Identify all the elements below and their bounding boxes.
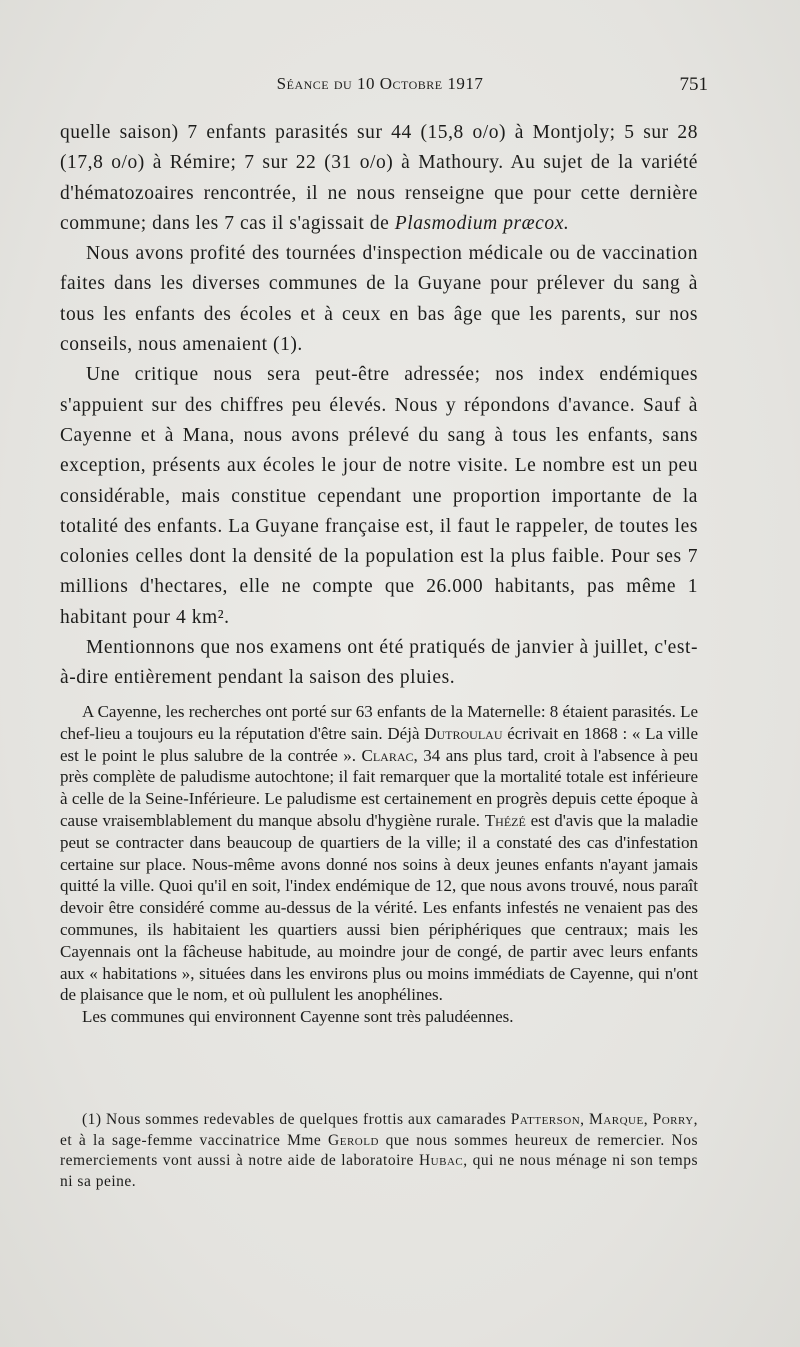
text-run: , qui ne nous ménage ni son temps ni sa peine. — [60, 1152, 698, 1190]
person-name: Porry — [652, 1111, 694, 1128]
paragraph-text: quelle saison) 7 enfants parasités sur 44 (15,8 o/o) à Montjoly; 5 sur 28 (17,8 o/o) à Rémire; 7 sur 22 (31 o/o) à Mathoury. Au sujet de la variété d'hématozoaires rencontrée, il ne nous renseigne que pour cette dernière commune; dans les 7 cas il s'agissait de — [60, 122, 698, 234]
paragraph: Mentionnons que nos examens ont été pratiqués de janvier à juillet, c'est-à-dire entièrement pendant la saison des pluies. — [60, 637, 698, 689]
footnote-text — [60, 1110, 698, 1192]
text-run: , 34 ans plus tard, croit à l'absence à peu près complète de paludisme autochtone; il fait remarquer que la mortalité totale est inférieure à celle de la Seine-Inférieure. Le paludisme est certainement en progrès depuis cette époque à cause vraisemblablement du manque absolu d'hygiène rurale. — [60, 745, 698, 830]
small-paragraph — [60, 701, 698, 1006]
running-head: Séance du 10 Octobre 1917 — [276, 74, 484, 93]
text-run: , — [580, 1111, 590, 1128]
paragraph: Nous avons profité des tournées d'inspection médicale ou de vaccination faites dans les diverses communes de la Guyane pour prélever du sang à tous les enfants des écoles et à ceux en bas âge que les parents, sur nos conseils, nous amenaient (1). — [60, 243, 698, 356]
text-run: A Cayenne, les recherches ont porté sur 63 enfants de la Maternelle: 8 étaient parasités. Le chef-lieu a toujours eu la réputation d'être sain. Déjà — [60, 702, 699, 743]
author-name: Clarac — [361, 745, 414, 765]
species-name: Plasmodium præcox. — [394, 212, 570, 234]
text-run: écrivait en 1868 : « La ville est le point le plus salubre de la contrée ». — [60, 723, 698, 765]
author-name: Thézé — [484, 810, 526, 830]
person-name: Patterson — [510, 1111, 581, 1128]
text-run: que nous sommes heureux de remercier. Nos remerciements vont aussi à notre aide de laboratoire — [60, 1131, 698, 1169]
person-name: Hubac — [418, 1152, 464, 1169]
small-print-section — [60, 701, 698, 1028]
text-run: est d'avis que la maladie peut se contracter dans beaucoup de quartiers de la ville; il a constaté des cas d'infestation certaine sur place. Nous-même avons donné nos soins à deux jeunes enfants n'ayant jamais quitté la ville. Quoi qu'il en soit, l'index endémique de 12, que nous avons trouvé, nous paraît devoir être considéré comme au-dessus de la vérité. Les enfants infestés ne venaient pas des communes, ils habitaient les quartiers aussi bien périphériques que centraux; mais les Cayennais ont la fâcheuse habitude, au moindre jour de congé, de partir avec leurs enfants aux « habitations », situées dans les environs plus ou moins immédiats de Cayenne, qui n'ont de plaisance que le nom, et où pullulent les anophélines. — [60, 810, 699, 1005]
person-name: Marque — [589, 1111, 644, 1128]
paragraph: Une critique nous sera peut-être adressée; nos index endémiques s'appuient sur des chiffres peu élevés. Nous y répondons d'avance. Sauf à Cayenne et à Mana, nous avons prélevé du sang à tous les enfants, sans exception, présents aux écoles le jour de notre visite. Le nombre est un peu considérable, mais constitue cependant une proportion importante de la totalité des enfants. La Guyane française est, il faut le rappeler, de toutes les colonies celles dont la densité de la population est la plus faible. Pour ses 7 millions d'hectares, elle ne compte que 26.000 habitants, pas même 1 habitant pour 4 km². — [60, 364, 698, 628]
small-paragraph: Les communes qui environnent Cayenne sont très paludéennes. — [82, 1007, 514, 1027]
author-name: Dutroulau — [424, 723, 503, 743]
person-name: Gerold — [328, 1131, 379, 1149]
text-run: , — [643, 1111, 653, 1128]
page-number: 751 — [679, 74, 708, 95]
text-run: (1) Nous sommes redevables de quelques frottis aux camarades — [82, 1111, 511, 1128]
page-header — [60, 74, 708, 102]
footnote — [60, 1110, 698, 1192]
text-run: , et à la sage-femme vaccinatrice Mme — [60, 1111, 699, 1149]
main-text — [60, 118, 698, 694]
paragraph-continued — [60, 118, 698, 239]
